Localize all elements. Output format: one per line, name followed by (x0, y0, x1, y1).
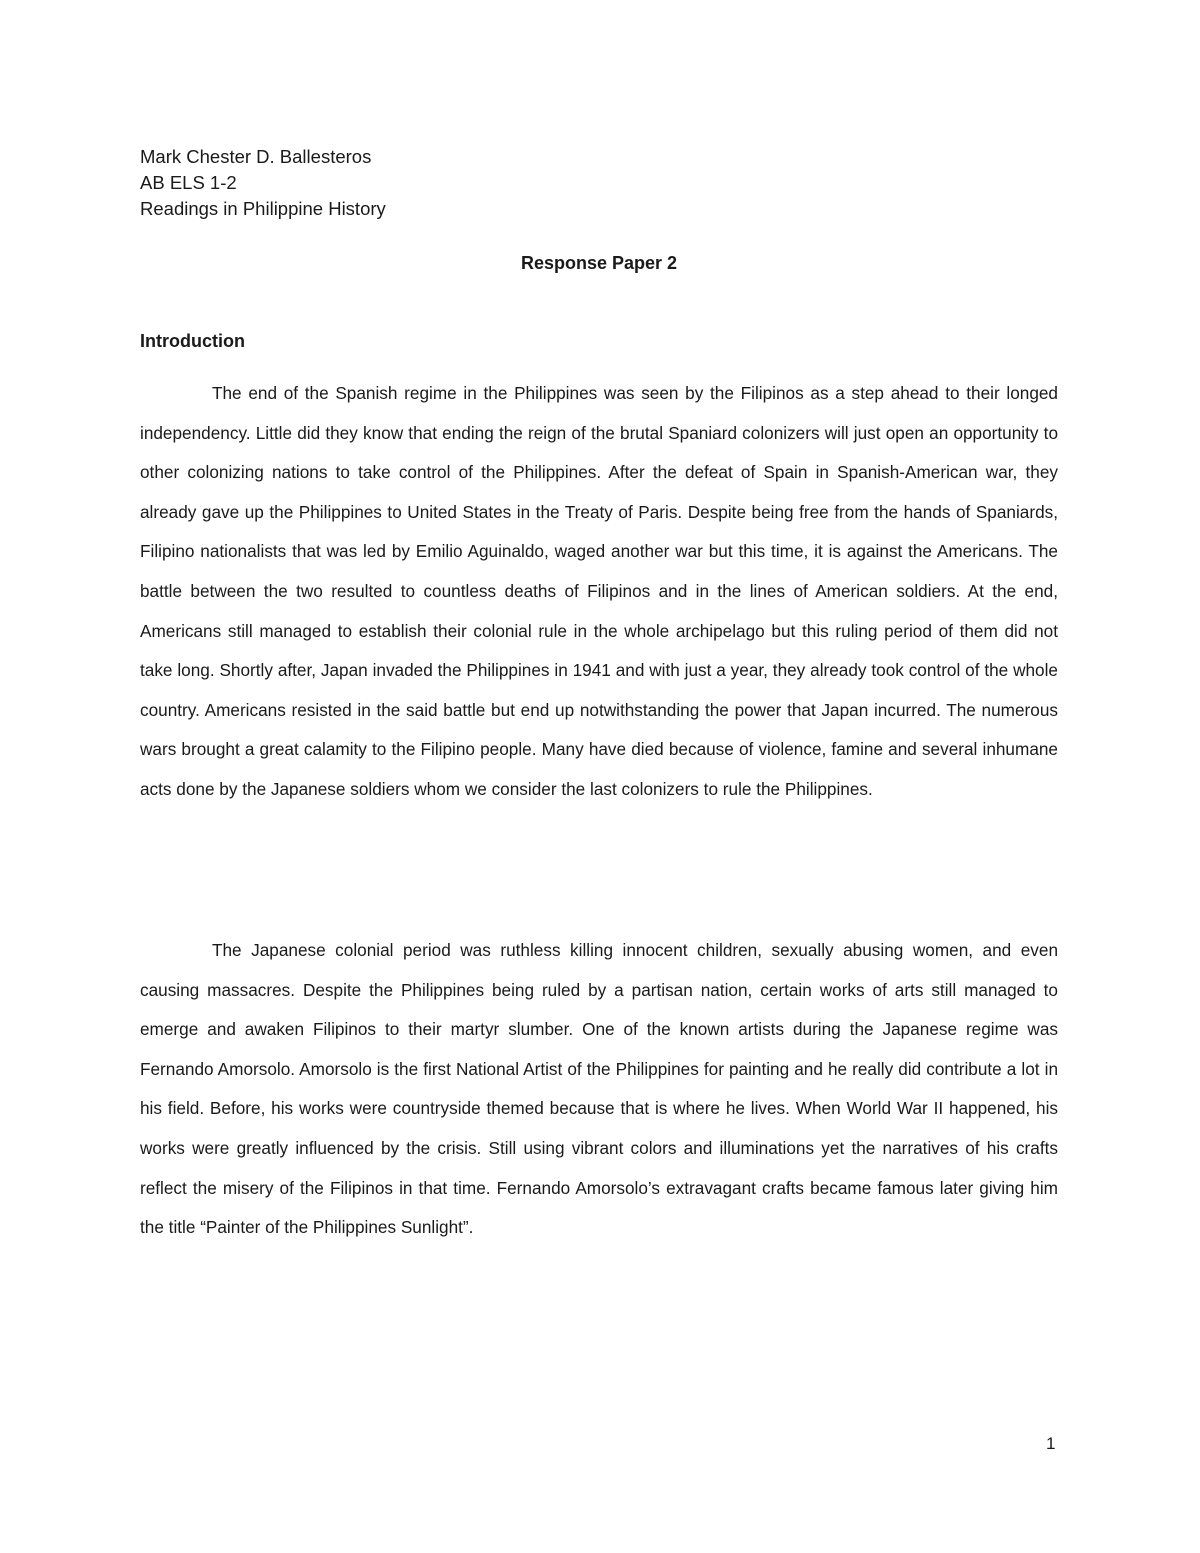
page-number: 1 (1046, 1434, 1056, 1453)
author-name: Mark Chester D. Ballesteros (140, 146, 372, 167)
document-body (140, 144, 1058, 1238)
paragraph-1: The end of the Spanish regime in the Philippines was seen by the Filipinos as a step ahead to their longed independency. Little did they know that ending the reign of the brutal Spaniard colonizers will just open an opportunity to other colonizing nations to take control of the Philippines. After the defeat of Spain in Spanish-American war, they already gave up the Philippines to United States in the Treaty of Paris. Despite being free from the hands of Spaniards, Filipino nationalists that was led by Emilio Aguinaldo, waged another war but this time, it is against the Americans. The battle between the two resulted to countless deaths of Filipinos and in the lines of American soldiers. At the end, Americans still managed to establish their colonial rule in the whole archipelago but this ruling period of them did not take long. Shortly after, Japan invaded the Philippines in 1941 and with just a year, they already took control of the whole country. Americans resisted in the said battle but end up notwithstanding the power that Japan incurred. The numerous wars brought a great calamity to the Filipino people. Many have died because of violence, famine and several inhumane acts done by the Japanese soldiers whom we consider the last colonizers to rule the Philippines. (140, 383, 1058, 799)
course-section: AB ELS 1-2 (140, 172, 237, 193)
paper-title: Response Paper 2 (520, 253, 678, 273)
paragraph-2: The Japanese colonial period was ruthless killing innocent children, sexually abusing women, and even causing massacres. Despite the Philippines being ruled by a partisan nation, certain works of arts still managed to emerge and awaken Filipinos to their martyr slumber. One of the known artists during the Japanese regime was Fernando Amorsolo. Amorsolo is the first National Artist of the Philippines for painting and he really did contribute a lot in his field. Before, his works were countryside themed because that is where he lives. When World War II happened, his works were greatly influenced by the crisis. Still using vibrant colors and illuminations yet the narratives of his crafts reflect the misery of the Filipinos in that time. Fernando Amorsolo’s extravagant crafts became famous later giving him the title “Painter of the Philippines Sunlight”. (140, 940, 1058, 1238)
section-heading-introduction: Introduction (140, 331, 245, 351)
subject-name: Readings in Philippine History (140, 198, 386, 219)
